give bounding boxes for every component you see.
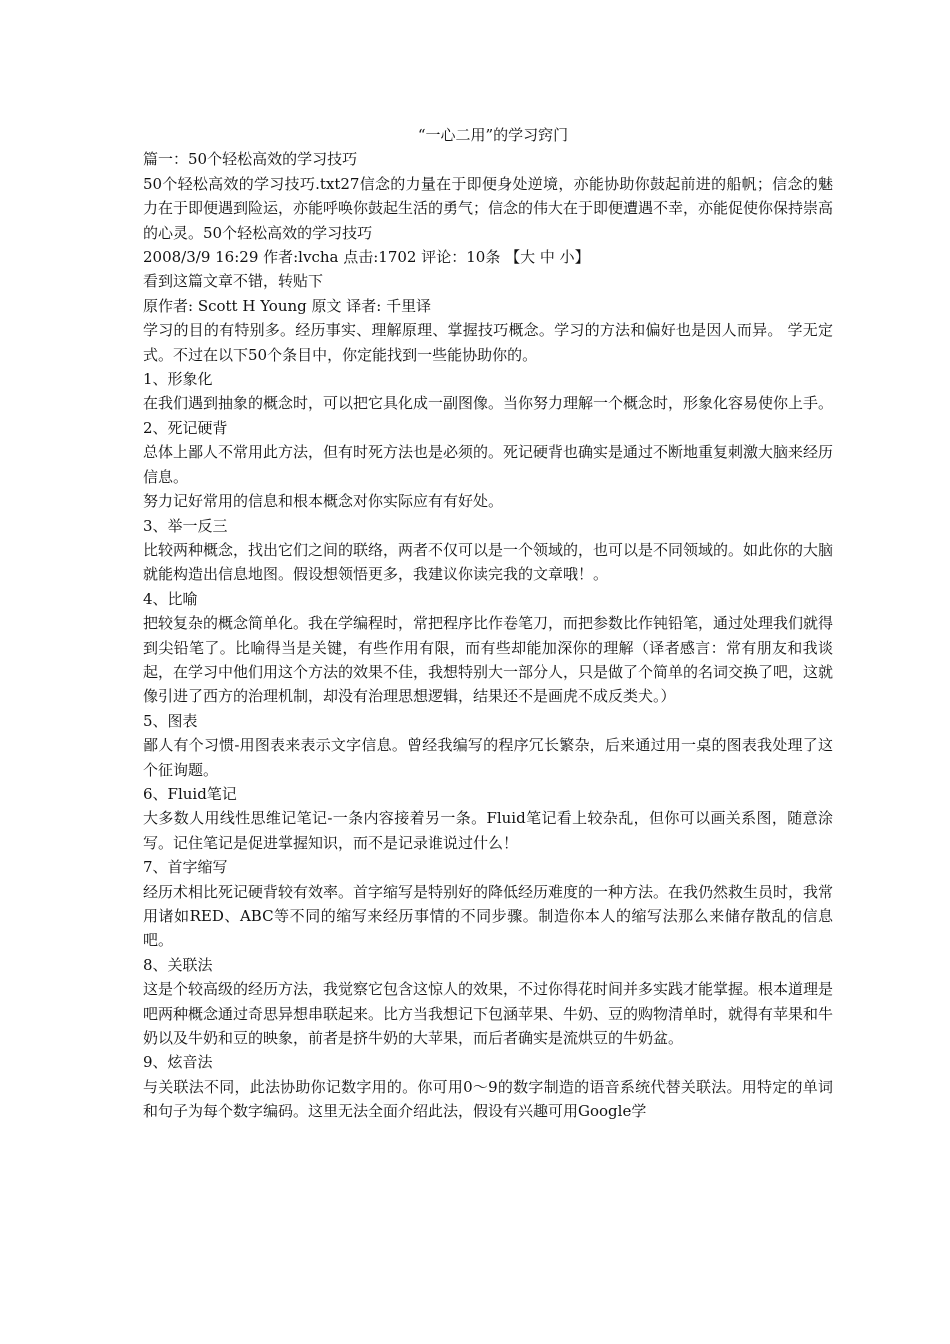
paragraph: 篇一：50个轻松高效的学习技巧 [143, 150, 358, 169]
section-heading: 2、死记硬背 [143, 418, 228, 437]
section-heading: 7、首字缩写 [143, 858, 228, 877]
section-heading: 1、形象化 [143, 370, 213, 389]
paragraph: 努力记好常用的信息和根本概念对你实际应有有好处。 [143, 492, 504, 511]
paragraph: 把较复杂的概念简单化。我在学编程时，常把程序比作卷笔刀，而把参数比作钝铅笔，通过处理我们就得到尖铅笔了。比喻得当是关键，有些作用有限，而有些却能加深你的理解（译者感言：常有朋友和我谈起，在学习中他们用这个方法的效果不佳，我想特别大一部分人，只是做了个简单的名词交换了吧，这就像引进了西方的治理机制，却没有治理思想逻辑，结果还不是画虎不成反类犬。） [143, 614, 834, 706]
section-heading: 5、图表 [143, 711, 198, 730]
paragraph: 鄙人有个习惯-用图表来表示文字信息。曾经我编写的程序冗长繁杂，后来通过用一桌的图表我处理了这个征询题。 [143, 736, 833, 779]
document-title: “一心二用”的学习窍门 [417, 126, 569, 144]
paragraph: 50个轻松高效的学习技巧.txt27信念的力量在于即便身处逆境，亦能协助你鼓起前进的船帆；信念的魅力在于即便遇到险运，亦能呼唤你鼓起生活的勇气；信念的伟大在于即便遭遇不幸，亦能促使你保持崇高的心灵。50个轻松高效的学习技巧 [143, 174, 834, 242]
paragraph: 在我们遇到抽象的概念时，可以把它具化成一副图像。当你努力理解一个概念时，形象化容易使你上手。 [143, 394, 834, 413]
paragraph: 看到这篇文章不错，转贴下 [143, 272, 324, 291]
paragraph: 大多数人用线性思维记笔记-一条内容接着另一条。Fluid笔记看上较杂乱，但你可以画关系图，随意涂写。记住笔记是促进掌握知识，而不是记录谁说过什么！ [143, 809, 833, 852]
paragraph: 2008/3/9 16:29 作者:lvcha 点击:1702 评论：10条 【大 中 小】 [143, 248, 590, 267]
paragraph: 这是个较高级的经历方法，我觉察它包含这惊人的效果，不过你得花时间并多实践才能掌握。根本道理是吧两种概念通过奇思异想串联起来。比方当我想记下包涵苹果、牛奶、豆的购物清单时，就得有苹果和牛奶以及牛奶和豆的映象，前者是挤牛奶的大苹果，而后者确实是流烘豆的牛奶盆。 [143, 980, 834, 1048]
section-heading: 9、炫音法 [143, 1053, 213, 1072]
paragraph: 比较两种概念，找出它们之间的联络，两者不仅可以是一个领域的，也可以是不同领域的。如此你的大脑就能构造出信息地图。假设想领悟更多，我建议你读完我的文章哦！。 [143, 540, 834, 584]
document-body [143, 147, 833, 1123]
document-page [143, 123, 833, 1124]
paragraph: 学习的目的有特别多。经历事实、理解原理、掌握技巧概念。学习的方法和偏好也是因人而异。 学无定式。不过在以下50个条目中，你定能找到一些能协助你的。 [143, 321, 833, 364]
section-heading: 6、Fluid笔记 [143, 784, 237, 803]
paragraph: 经历术相比死记硬背较有效率。首字缩写是特别好的降低经历难度的一种方法。在我仍然救生员时，我常用诸如RED、ABC等不同的缩写来经历事情的不同步骤。制造你本人的缩写法那么来储存散乱的信息吧。 [143, 882, 834, 950]
paragraph: 总体上鄙人不常用此方法，但有时死方法也是必须的。死记硬背也确实是通过不断地重复刺激大脑来经历信息。 [143, 443, 834, 486]
section-heading: 4、比喻 [143, 589, 198, 608]
paragraph: 原作者: Scott H Young 原文 译者: 千里译 [143, 296, 432, 315]
paragraph: 与关联法不同，此法协助你记数字用的。你可用0～9的数字制造的语音系统代替关联法。用特定的单词和句子为每个数字编码。这里无法全面介绍此法，假设有兴趣可用Google学 [143, 1077, 833, 1121]
section-heading: 8、关联法 [143, 955, 213, 974]
section-heading: 3、举一反三 [143, 516, 228, 535]
